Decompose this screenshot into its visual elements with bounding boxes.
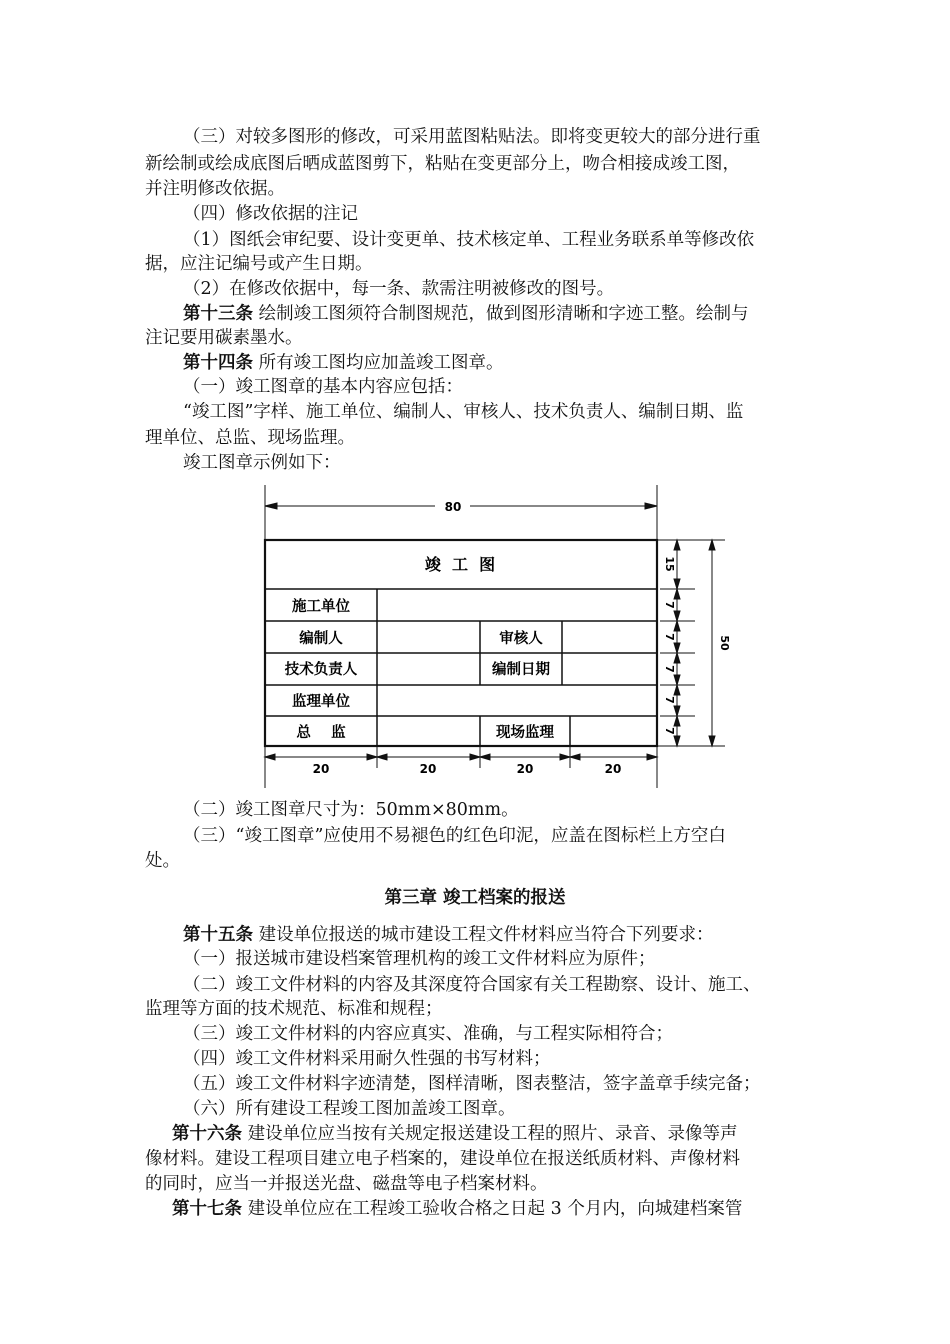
paragraph-line: 的同时，应当一并报送光盘、磁盘等电子档案材料。 bbox=[145, 1174, 548, 1194]
paragraph-line: （一）报送城市建设档案管理机构的竣工文件材料应为原件； bbox=[183, 949, 656, 969]
stamp-label: 技术负责人 bbox=[284, 662, 358, 678]
dim-right-label: 7 bbox=[663, 727, 676, 735]
dim-bottom-label: 20 bbox=[604, 762, 622, 776]
paragraph-line: （三）“竣工图章”应使用不易褪色的红色印泥，应盖在图标栏上方空白 bbox=[183, 826, 726, 846]
dim-bottom-label: 20 bbox=[419, 762, 437, 776]
stamp-label: 总 监 bbox=[296, 725, 346, 741]
completion-stamp-diagram bbox=[255, 483, 735, 793]
paragraph-line: （三）竣工文件材料的内容应真实、准确，与工程实际相符合； bbox=[183, 1024, 673, 1044]
paragraph-line: （1）图纸会审纪要、设计变更单、技术核定单、工程业务联系单等修改依 bbox=[183, 230, 755, 250]
paragraph-line: （四）修改依据的注记 bbox=[183, 204, 358, 224]
stamp-label: 编制人 bbox=[299, 631, 343, 647]
stamp-title: 竣 工 图 bbox=[424, 555, 496, 574]
stamp-label: 现场监理 bbox=[496, 725, 554, 741]
paragraph-line: （一）竣工图章的基本内容应包括： bbox=[183, 377, 463, 397]
stamp-label: 施工单位 bbox=[292, 599, 350, 615]
dim-right-label: 15 bbox=[663, 556, 676, 572]
dim-top-label: 80 bbox=[444, 500, 462, 514]
paragraph-line: 处。 bbox=[145, 851, 180, 871]
stamp-label: 编制日期 bbox=[492, 662, 550, 678]
article-15: 第十五条 建设单位报送的城市建设工程文件材料应当符合下列要求： bbox=[183, 925, 714, 945]
paragraph-line: 新绘制或绘成底图后晒成蓝图剪下，粘贴在变更部分上，吻合相接成竣工图， bbox=[145, 154, 740, 174]
article-13: 第十三条 绘制竣工图须符合制图规范，做到图形清晰和字迹工整。绘制与 bbox=[183, 304, 749, 324]
article-16: 第十六条 建设单位应当按有关规定报送建设工程的照片、录音、录像等声 bbox=[172, 1124, 738, 1144]
stamp-label: 监理单位 bbox=[292, 694, 350, 710]
paragraph-line: （2）在修改依据中，每一条、款需注明被修改的图号。 bbox=[183, 279, 615, 299]
paragraph-line: （二）竣工图章尺寸为：50mm×80mm。 bbox=[183, 800, 519, 820]
article-14: 第十四条 所有竣工图均应加盖竣工图章。 bbox=[183, 353, 504, 373]
paragraph-line: 并注明修改依据。 bbox=[145, 179, 285, 199]
paragraph-line: （三）对较多图形的修改，可采用蓝图粘贴法。即将变更较大的部分进行重 bbox=[183, 127, 761, 147]
paragraph-line: 监理等方面的技术规范、标准和规程； bbox=[145, 999, 443, 1019]
dim-right-label: 7 bbox=[663, 696, 676, 704]
dim-bottom-label: 20 bbox=[312, 762, 330, 776]
paragraph-line: “竣工图”字样、施工单位、编制人、审核人、技术负责人、编制日期、监 bbox=[183, 402, 744, 422]
chapter-heading: 第三章 竣工档案的报送 bbox=[384, 888, 566, 908]
paragraph-line: （五）竣工文件材料字迹清楚，图样清晰，图表整洁，签字盖章手续完备； bbox=[183, 1074, 761, 1094]
paragraph-line: 竣工图章示例如下： bbox=[183, 453, 341, 473]
paragraph-line: （二）竣工文件材料的内容及其深度符合国家有关工程勘察、设计、施工、 bbox=[183, 975, 761, 995]
paragraph-line: （六）所有建设工程竣工图加盖竣工图章。 bbox=[183, 1099, 516, 1119]
article-17: 第十七条 建设单位应在工程竣工验收合格之日起 3 个月内，向城建档案管 bbox=[172, 1199, 743, 1219]
paragraph-line: 注记要用碳素墨水。 bbox=[145, 328, 303, 348]
dim-total-label: 50 bbox=[718, 635, 731, 651]
paragraph-line: 像材料。建设工程项目建立电子档案的，建设单位在报送纸质材料、声像材料 bbox=[145, 1149, 740, 1169]
dim-right-label: 7 bbox=[663, 601, 676, 609]
dim-right-label: 7 bbox=[663, 633, 676, 641]
paragraph-line: （四）竣工文件材料采用耐久性强的书写材料； bbox=[183, 1049, 551, 1069]
stamp-label: 审核人 bbox=[499, 631, 543, 647]
dim-right-label: 7 bbox=[663, 665, 676, 673]
paragraph-line: 据，应注记编号或产生日期。 bbox=[145, 254, 373, 274]
paragraph-line: 理单位、总监、现场监理。 bbox=[145, 428, 355, 448]
dim-bottom-label: 20 bbox=[516, 762, 534, 776]
